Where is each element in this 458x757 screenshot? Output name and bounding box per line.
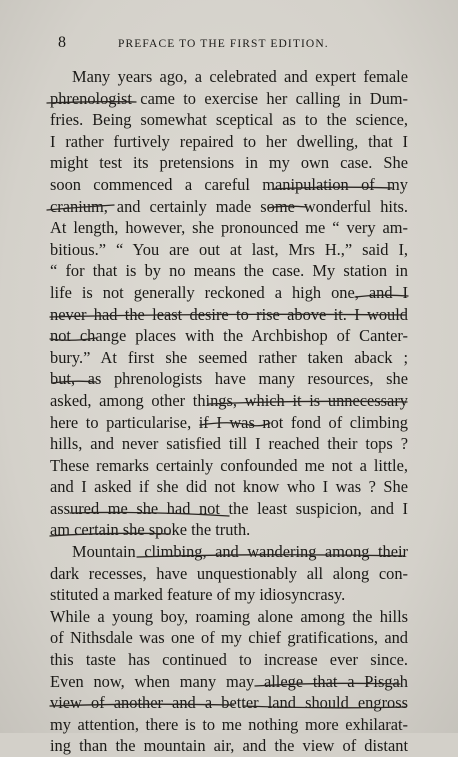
- text-line: phrenologist came to exercise her calling in Dum-: [50, 88, 408, 108]
- text-line: not change places with the Archbishop of Canter-: [50, 326, 408, 346]
- text-line: Mountain climbing, and wandering among their: [72, 542, 408, 562]
- text-line: view of another and a better land should engross: [50, 693, 408, 713]
- text-line: “ for that is by no means the case. My station in: [50, 261, 408, 281]
- text-line: soon commenced a careful manipulation of my: [50, 174, 408, 194]
- text-line: asked, among other things, which it is unnecessary: [50, 390, 408, 410]
- text-line: my attention, there is to me nothing more exhilarat-: [50, 714, 408, 734]
- text-line: of Nithsdale was one of my chief gratifications, and: [50, 628, 408, 648]
- text-line: am certain she spoke the truth.: [50, 520, 251, 540]
- text-line: and I asked if she did not know who I was ? She: [50, 477, 408, 497]
- text-line: but, as phrenologists have many resources, she: [50, 369, 408, 389]
- paragraph-1: [50, 66, 408, 541]
- text-line: hills, and never satisfied till I reached their tops ?: [50, 434, 408, 454]
- page-number: 8: [58, 34, 66, 51]
- running-head: PREFACE TO THE FIRST EDITION.: [118, 38, 329, 50]
- text-line: here to particularise, if I was not fond of climbing: [50, 412, 408, 432]
- text-line: this taste has continued to increase ever since.: [50, 650, 408, 670]
- text-line: stituted a marked feature of my idiosyncrasy.: [50, 585, 346, 605]
- text-line: Many years ago, a celebrated and expert female: [72, 67, 408, 86]
- text-line: life is not generally reckoned a high one, and I: [50, 282, 408, 302]
- text-line: At length, however, she pronounced me “ very am-: [50, 218, 408, 238]
- text-line: bitious.” “ You are out at last, Mrs H.,” said I,: [50, 239, 408, 259]
- text-line: Even now, when many may allege that a Pisgah: [50, 671, 408, 691]
- text-line: I rather furtively repaired to her dwelling, that I: [50, 131, 408, 151]
- text-line: might test its pretensions in my own case. She: [50, 153, 408, 173]
- text-line: ing than the mountain air, and the view of distant: [50, 736, 408, 756]
- text-line: assured me she had not the least suspicion, and I: [50, 498, 408, 518]
- body-text: [50, 66, 408, 757]
- page-header: [0, 34, 458, 56]
- text-line: never had the least desire to rise above it. I would: [50, 304, 408, 324]
- text-line: While a young boy, roaming alone among the hills: [50, 606, 408, 626]
- text-line: dark recesses, have unquestionably all along con-: [50, 563, 408, 583]
- text-line: These remarks certainly confounded me not a little,: [50, 455, 408, 475]
- text-line: bury.” At first she seemed rather taken aback ;: [50, 347, 408, 367]
- paragraph-2: [50, 541, 408, 757]
- text-line: fries. Being somewhat sceptical as to the science,: [50, 110, 408, 130]
- text-line: cranium, and certainly made some wonderful hits.: [50, 196, 408, 216]
